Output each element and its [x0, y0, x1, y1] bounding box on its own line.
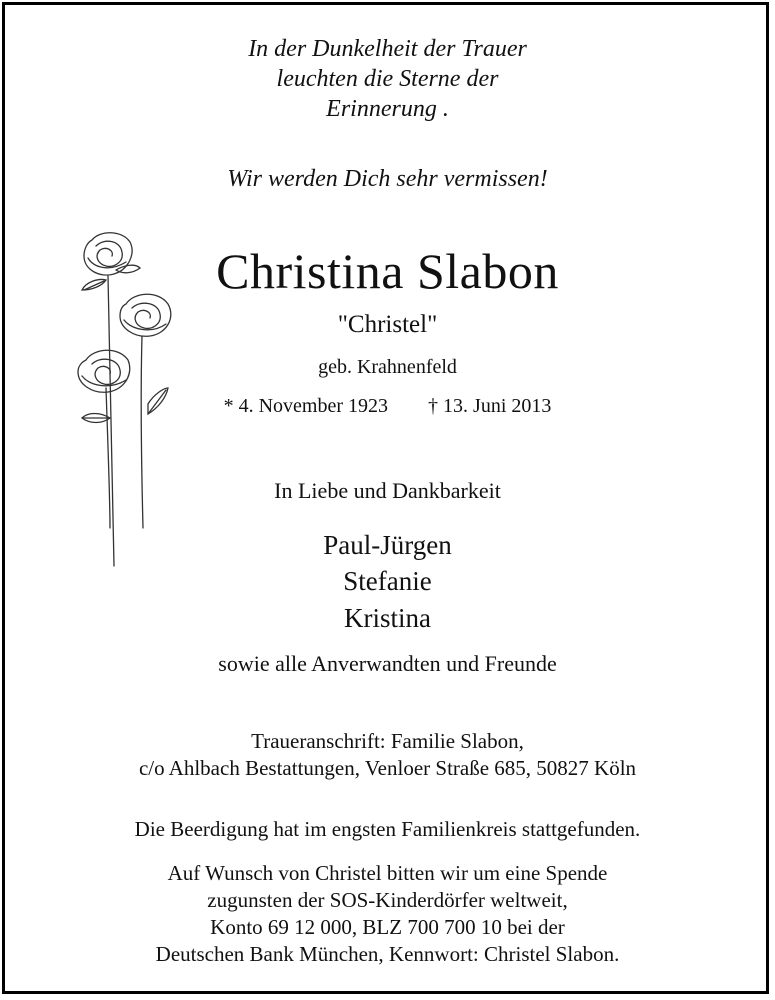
funeral-notice: Die Beerdigung hat im engsten Familienkreis stattgefunden.	[134, 817, 641, 841]
mourner-name-3: Kristina	[344, 603, 431, 633]
mourners-intro: In Liebe und Dankbarkeit	[274, 478, 501, 503]
mourner-name-1: Paul-Jürgen	[323, 530, 452, 560]
donation-line-2: zugunsten der SOS-Kinderdörfer weltweit,	[207, 888, 568, 912]
motto-line-1: In der Dunkelheit der Trauer	[248, 36, 527, 62]
motto-closing: Wir werden Dich sehr vermissen!	[227, 166, 548, 192]
life-dates	[0, 395, 775, 418]
donation-line-4: Deutschen Bank München, Kennwort: Christel Slabon.	[155, 942, 620, 966]
mourners-others: sowie alle Anverwandten und Freunde	[218, 651, 557, 676]
address-line-1: Traueranschrift: Familie Slabon,	[251, 729, 524, 753]
deceased-nickname: "Christel"	[337, 311, 438, 338]
motto-line-2: leuchten die Sterne der	[276, 66, 499, 92]
deceased-name: Christina Slabon	[216, 243, 559, 299]
birth-name: geb. Krahnenfeld	[318, 356, 457, 378]
motto-line-3: Erinnerung .	[326, 96, 449, 122]
mourner-name-2: Stefanie	[343, 566, 432, 596]
address-line-2: c/o Ahlbach Bestattungen, Venloer Straße 685, 50827 Köln	[138, 756, 637, 780]
donation-line-3: Konto 69 12 000, BLZ 700 700 10 bei der	[210, 915, 565, 939]
birth-date: * 4. November 1923	[223, 395, 389, 417]
death-date: † 13. Juni 2013	[428, 395, 552, 417]
donation-line-1: Auf Wunsch von Christel bitten wir um eine Spende	[167, 861, 608, 885]
